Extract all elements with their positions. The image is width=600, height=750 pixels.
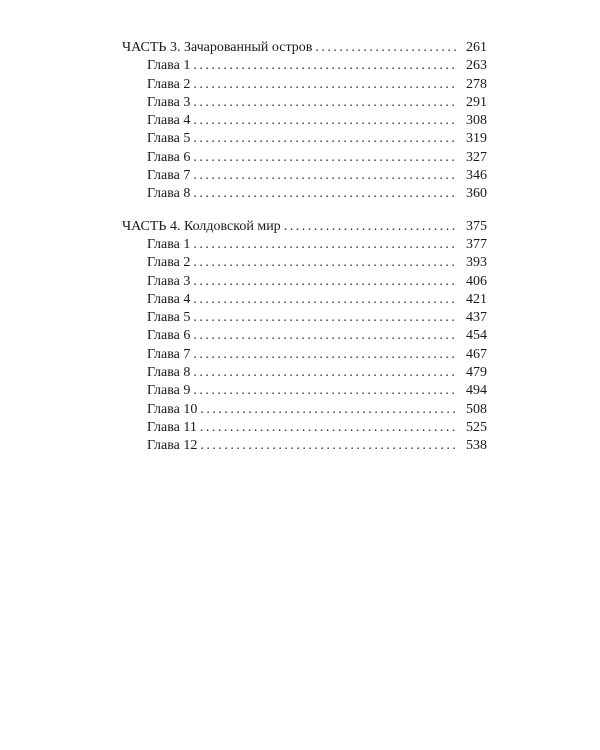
chapter-label: Глава 6 bbox=[147, 328, 191, 344]
chapter-label: Глава 5 bbox=[147, 310, 191, 326]
toc-chapter-row bbox=[122, 76, 487, 94]
page-number: 479 bbox=[466, 365, 487, 381]
toc-chapter-row bbox=[122, 364, 487, 382]
dot-leader bbox=[200, 437, 457, 455]
part-title: ЧАСТЬ 4. Колдовской мир bbox=[122, 218, 281, 234]
page-number: 278 bbox=[466, 76, 487, 92]
page-number: 421 bbox=[466, 291, 487, 307]
page-number: 327 bbox=[466, 149, 487, 165]
toc-chapter-row bbox=[122, 112, 487, 130]
page-number: 319 bbox=[466, 131, 487, 147]
toc-chapter-row bbox=[122, 149, 487, 167]
dot-leader bbox=[193, 327, 457, 345]
toc-part-title-row bbox=[122, 39, 487, 57]
dot-leader bbox=[193, 364, 457, 382]
page-number: 454 bbox=[466, 328, 487, 344]
toc-chapter-row bbox=[122, 273, 487, 291]
chapter-label: Глава 4 bbox=[147, 113, 191, 129]
dot-leader bbox=[193, 346, 457, 364]
dot-leader bbox=[200, 401, 457, 419]
page-number: 393 bbox=[466, 255, 487, 271]
chapter-label: Глава 2 bbox=[147, 255, 191, 271]
dot-leader bbox=[193, 185, 457, 203]
toc-chapter-row bbox=[122, 57, 487, 75]
dot-leader bbox=[193, 254, 457, 272]
toc-chapter-row bbox=[122, 437, 487, 455]
toc-chapter-row bbox=[122, 309, 487, 327]
toc-chapter-row bbox=[122, 185, 487, 203]
chapter-label: Глава 12 bbox=[147, 438, 198, 454]
toc-chapter-row bbox=[122, 382, 487, 400]
page-number: 291 bbox=[466, 94, 487, 110]
page-number: 377 bbox=[466, 236, 487, 252]
page-number: 346 bbox=[466, 168, 487, 184]
chapter-label: Глава 9 bbox=[147, 383, 191, 399]
page-number: 360 bbox=[466, 186, 487, 202]
toc-chapter-row bbox=[122, 236, 487, 254]
toc-part-3 bbox=[122, 39, 487, 204]
toc-chapter-row bbox=[122, 346, 487, 364]
chapter-label: Глава 11 bbox=[147, 419, 197, 435]
dot-leader bbox=[284, 218, 457, 236]
dot-leader bbox=[193, 273, 457, 291]
dot-leader bbox=[193, 76, 457, 94]
chapter-label: Глава 7 bbox=[147, 346, 191, 362]
toc-part-title-row bbox=[122, 218, 487, 236]
dot-leader bbox=[315, 39, 457, 57]
page-number: 263 bbox=[466, 58, 487, 74]
chapter-label: Глава 8 bbox=[147, 186, 191, 202]
toc-chapter-row bbox=[122, 130, 487, 148]
chapter-label: Глава 7 bbox=[147, 168, 191, 184]
page-number: 525 bbox=[466, 419, 487, 435]
dot-leader bbox=[193, 309, 457, 327]
dot-leader bbox=[193, 236, 457, 254]
chapter-label: Глава 5 bbox=[147, 131, 191, 147]
chapter-label: Глава 3 bbox=[147, 273, 191, 289]
toc-chapter-row bbox=[122, 254, 487, 272]
chapter-label: Глава 8 bbox=[147, 365, 191, 381]
chapter-label: Глава 3 bbox=[147, 94, 191, 110]
dot-leader bbox=[193, 94, 457, 112]
toc-chapter-row bbox=[122, 401, 487, 419]
part-title: ЧАСТЬ 3. Зачарованный остров bbox=[122, 40, 313, 55]
page-number: 538 bbox=[466, 438, 487, 454]
toc-chapter-row bbox=[122, 419, 487, 437]
page-number: 508 bbox=[466, 401, 487, 417]
toc-chapter-row bbox=[122, 291, 487, 309]
dot-leader bbox=[200, 419, 457, 437]
page-number: 406 bbox=[466, 273, 487, 289]
chapter-label: Глава 4 bbox=[147, 291, 191, 307]
dot-leader bbox=[193, 149, 457, 167]
dot-leader bbox=[193, 291, 457, 309]
chapter-label: Глава 6 bbox=[147, 149, 191, 165]
dot-leader bbox=[193, 130, 457, 148]
toc-part-4 bbox=[122, 218, 487, 456]
page-number: 308 bbox=[466, 113, 487, 129]
toc-chapter-row bbox=[122, 94, 487, 112]
dot-leader bbox=[193, 167, 457, 185]
dot-leader bbox=[193, 112, 457, 130]
page-number: 467 bbox=[466, 346, 487, 362]
chapter-label: Глава 1 bbox=[147, 58, 191, 74]
toc-chapter-row bbox=[122, 167, 487, 185]
toc-chapter-row bbox=[122, 327, 487, 345]
table-of-contents bbox=[122, 39, 487, 456]
dot-leader bbox=[193, 382, 457, 400]
chapter-label: Глава 1 bbox=[147, 236, 191, 252]
page-number: 437 bbox=[466, 310, 487, 326]
page-number: 494 bbox=[466, 383, 487, 399]
page-number: 375 bbox=[466, 218, 487, 234]
chapter-label: Глава 2 bbox=[147, 76, 191, 92]
dot-leader bbox=[193, 57, 457, 75]
chapter-label: Глава 10 bbox=[147, 401, 198, 417]
page-number: 261 bbox=[466, 40, 487, 55]
